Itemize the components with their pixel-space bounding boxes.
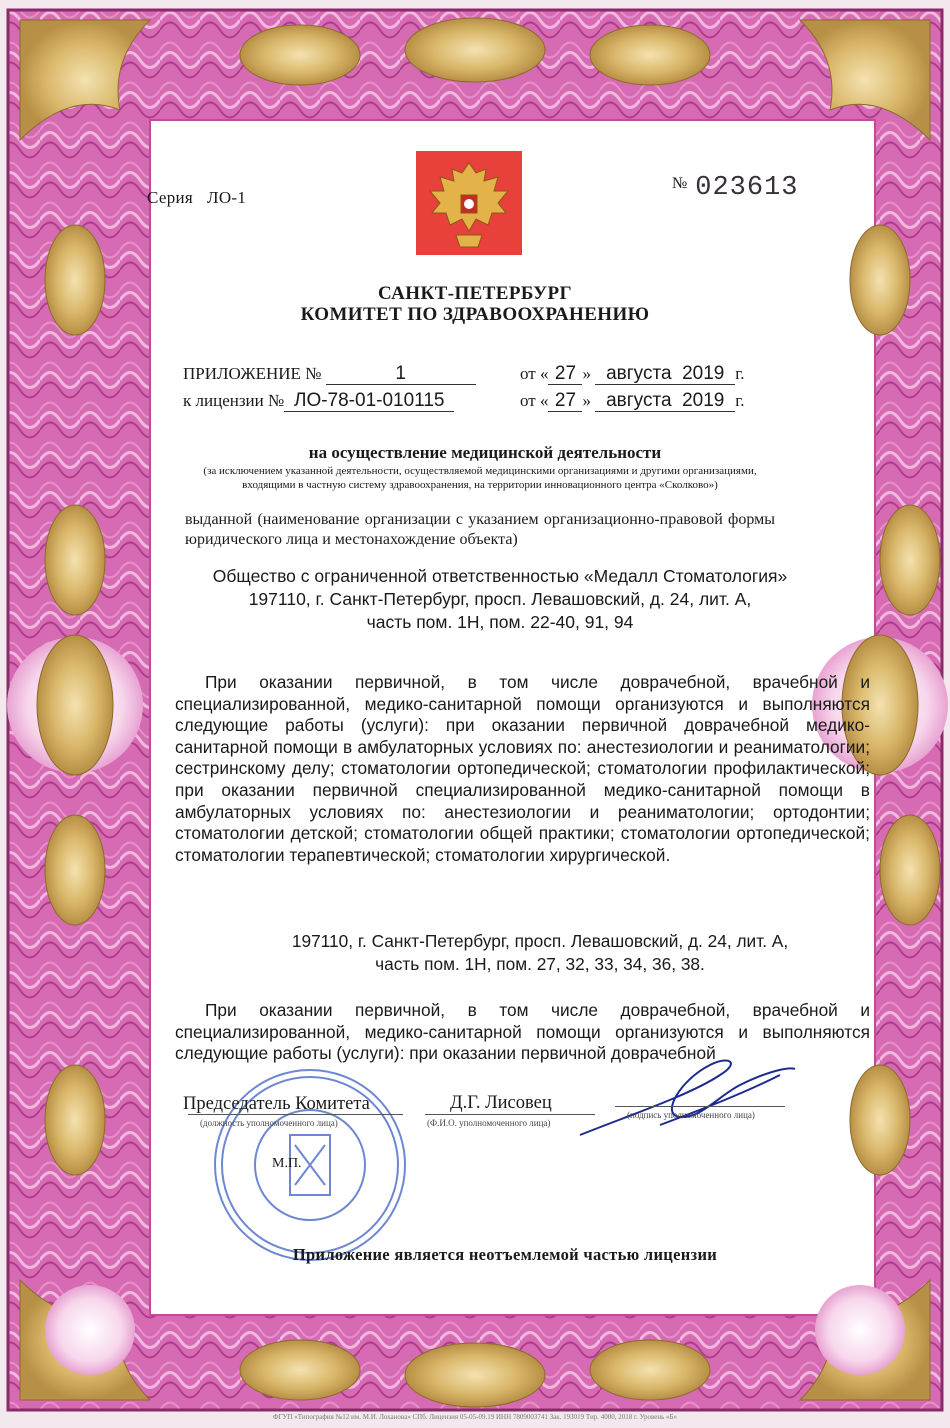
issued-caption: выданной (наименование организации с указанием организационно-правовой формы юридического лица и местонахождение объекта): [185, 511, 775, 548]
printer-imprint: ФГУП «Типография №12 им. М.И. Лоханова» СПб. Лицензия 05-05-09.19 ИНН 7809003741 Зак. 193019 Тир. 4000, 2018 г. Уровень «Б»: [272, 1413, 678, 1421]
address2-line-2: часть пом. 1Н, пом. 27, 32, 33, 34, 36, 38.: [375, 954, 705, 974]
appendix-month: [595, 364, 735, 385]
license-month-text: августа: [606, 390, 672, 411]
number-sign: №: [672, 175, 688, 192]
sign-caption: (подпись уполномоченного лица): [627, 1110, 755, 1120]
appendix-day: 27: [548, 364, 582, 385]
signatory-position: Председатель Комитета: [183, 1094, 370, 1114]
date-quote: »: [582, 391, 591, 410]
license-month: [595, 391, 735, 412]
services-text-2: При оказании первичной, в том числе доврачебной, врачебной и специализированной, медико-санитарной помощи организуются и выполняются следующие работы (услуги): при оказании первичной доврачебной: [175, 1000, 870, 1064]
appendix-year: 2019: [682, 363, 725, 384]
date-prefix: от «: [520, 364, 549, 383]
committee-title: КОМИТЕТ ПО ЗДРАВООХРАНЕНИЮ: [300, 304, 650, 325]
appendix-month-text: августа: [606, 363, 672, 384]
handwritten-signature-icon: [570, 1055, 800, 1145]
series-value: ЛО-1: [207, 188, 247, 207]
appendix-label: ПРИЛОЖЕНИЕ №: [183, 364, 322, 383]
license-year: 2019: [682, 390, 725, 411]
license-day: 27: [548, 391, 582, 412]
series-label: Серия: [147, 188, 194, 207]
license-date-row: [520, 391, 745, 412]
organization-address-2: часть пом. 1Н, пом. 22-40, 91, 94: [366, 612, 634, 632]
services-text-1: При оказании первичной, в том числе доврачебной, врачебной и специализированной, медико-санитарной помощи организуются и выполняются следующие работы (услуги): при оказании первичной доврачебной медико-санитарной помощи в амбулаторных условиях по: анестезиологии и реаниматологии; сестринскому делу; стоматологии ортопедической; стоматологии профилактической; при оказании первичной специализированной медико-санитарной помощи в амбулаторных условиях по: анестезиологии и реаниматологии; ортодонтии; стоматологии детской; стоматологии общей практики; стоматологии ортопедической; стоматологии терапевтической; стоматологии хирургической.: [175, 672, 870, 865]
appendix-date-row: [520, 364, 745, 385]
address2-line-1: 197110, г. Санкт-Петербург, просп. Левашовский, д. 24, лит. А,: [291, 931, 789, 951]
license-number: ЛО-78-01-010115: [284, 391, 454, 412]
position-line: [188, 1114, 403, 1115]
form-number: [672, 173, 798, 203]
series: [147, 188, 246, 208]
activity-title: на осуществление медицинской деятельности: [308, 443, 662, 462]
city-title: САНКТ-ПЕТЕРБУРГ: [378, 283, 572, 304]
year-suffix: г.: [735, 364, 745, 383]
number-value: 023613: [695, 173, 799, 203]
sign-line: [615, 1106, 785, 1107]
date-prefix: от «: [520, 391, 549, 410]
date-quote: »: [582, 364, 591, 383]
integral-part-statement: Приложение является неотъемлемой частью лицензии: [292, 1245, 718, 1264]
appendix-number: 1: [326, 364, 476, 385]
organization-name: Общество с ограниченной ответственностью «Медалл Стоматология»: [212, 566, 788, 586]
organization-address-1: 197110, г. Санкт-Петербург, просп. Левашовский, д. 24, лит. А,: [248, 589, 752, 609]
name-line: [425, 1114, 595, 1115]
license-label: к лицензии №: [183, 391, 285, 410]
year-suffix: г.: [735, 391, 745, 410]
position-caption: (должность уполномоченного лица): [200, 1118, 338, 1128]
license-number-row: [183, 391, 454, 412]
signatory-name: Д.Г. Лисовец: [450, 1093, 552, 1113]
activity-note: (за исключением указанной деятельности, осуществляемой медицинскими организациями и другими организациями, входящими в частную систему здравоохранения, на территории инновационного центра «Сколково»): [203, 465, 757, 491]
services-paragraph-1: [175, 672, 870, 866]
seal-place: М.П.: [272, 1156, 302, 1171]
coat-of-arms-icon: [416, 151, 522, 255]
appendix-number-row: [183, 364, 476, 385]
name-caption: (Ф.И.О. уполномоченного лица): [427, 1118, 551, 1128]
